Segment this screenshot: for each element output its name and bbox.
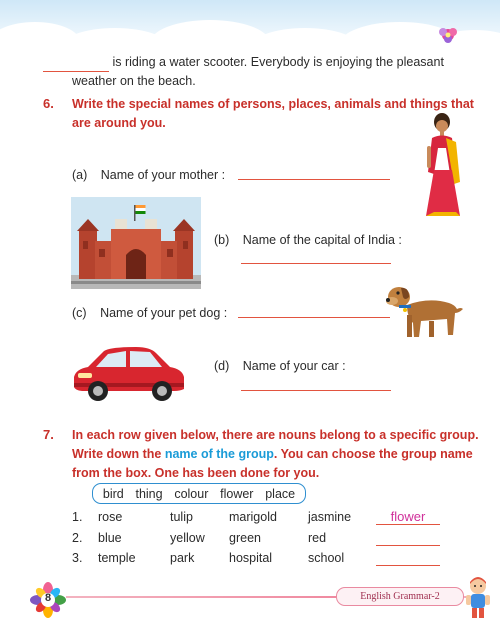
row-word: school	[308, 551, 345, 565]
group-name-highlight: name of the group	[164, 447, 274, 461]
box-word-flower: flower	[220, 486, 254, 501]
flower-icon	[436, 24, 460, 46]
item-c-text: Name of your pet dog :	[100, 306, 228, 320]
box-word-bird: bird	[102, 486, 124, 501]
row-number: 2.	[72, 531, 83, 545]
row-word: red	[308, 531, 327, 545]
question-7-line-2-end: . You can choose the group name	[273, 447, 473, 461]
red-fort-illustration	[71, 197, 201, 289]
row-2-answer[interactable]	[376, 530, 440, 546]
item-a-text: Name of your mother :	[100, 168, 226, 182]
row-3-answer[interactable]	[376, 550, 440, 566]
row-word: park	[170, 551, 195, 565]
row-word: jasmine	[308, 510, 352, 524]
row-word: rose	[98, 510, 123, 524]
row-word: tulip	[170, 510, 193, 524]
item-b	[214, 231, 402, 250]
row-word: marigold	[229, 510, 277, 524]
row-number: 1.	[72, 510, 83, 524]
row-word: green	[229, 531, 261, 545]
page-number: 8	[44, 592, 52, 604]
sky-header-decoration	[0, 0, 500, 52]
intro-line-2: weather on the beach.	[72, 74, 196, 88]
row-1-answer[interactable]: flower	[376, 509, 440, 525]
item-b-answer-blank[interactable]	[241, 250, 391, 264]
woman-in-saree-illustration	[420, 112, 466, 220]
item-a-label: (a)	[72, 168, 88, 182]
dog-illustration	[385, 283, 465, 343]
question-6-number: 6.	[43, 96, 54, 111]
item-c-label: (c)	[72, 306, 87, 320]
intro-blank	[43, 58, 109, 72]
footer-divider-left	[66, 596, 336, 598]
item-c-answer-blank[interactable]	[238, 304, 390, 318]
item-d	[214, 357, 346, 376]
item-b-label: (b)	[214, 233, 230, 247]
row-word: yellow	[170, 531, 205, 545]
group-word-box	[92, 483, 306, 504]
question-7-line-2	[72, 445, 473, 464]
row-word: blue	[98, 531, 122, 545]
box-word-place: place	[265, 486, 296, 501]
child-mascot-illustration	[462, 576, 494, 622]
intro-sentence	[43, 53, 444, 72]
question-7-line-2-start: Write down the	[72, 447, 165, 461]
intro-line-1: is riding a water scooter. Everybody is enjoying the pleasant	[112, 55, 444, 69]
book-title-badge: English Grammar-2	[336, 587, 464, 606]
question-7-number: 7.	[43, 427, 54, 442]
item-d-text: Name of your car :	[242, 359, 346, 373]
item-d-label: (d)	[214, 359, 230, 373]
item-c	[72, 304, 227, 323]
question-6-line-2: are around you.	[72, 116, 166, 130]
item-b-text: Name of the capital of India :	[242, 233, 402, 247]
box-word-thing: thing	[135, 486, 163, 501]
row-word: temple	[98, 551, 136, 565]
question-7-line-1: In each row given below, there are nouns belong to a specific group.	[72, 428, 479, 442]
row-number: 3.	[72, 551, 83, 565]
box-word-colour: colour	[174, 486, 209, 501]
item-d-answer-blank[interactable]	[241, 377, 391, 391]
row-word: hospital	[229, 551, 273, 565]
red-car-illustration	[70, 343, 188, 403]
item-a	[72, 166, 225, 185]
item-a-answer-blank[interactable]	[238, 166, 390, 180]
question-6-line-1: Write the special names of persons, places, animals and things that	[72, 97, 474, 111]
question-7-line-3: from the box. One has been done for you.	[72, 466, 320, 480]
